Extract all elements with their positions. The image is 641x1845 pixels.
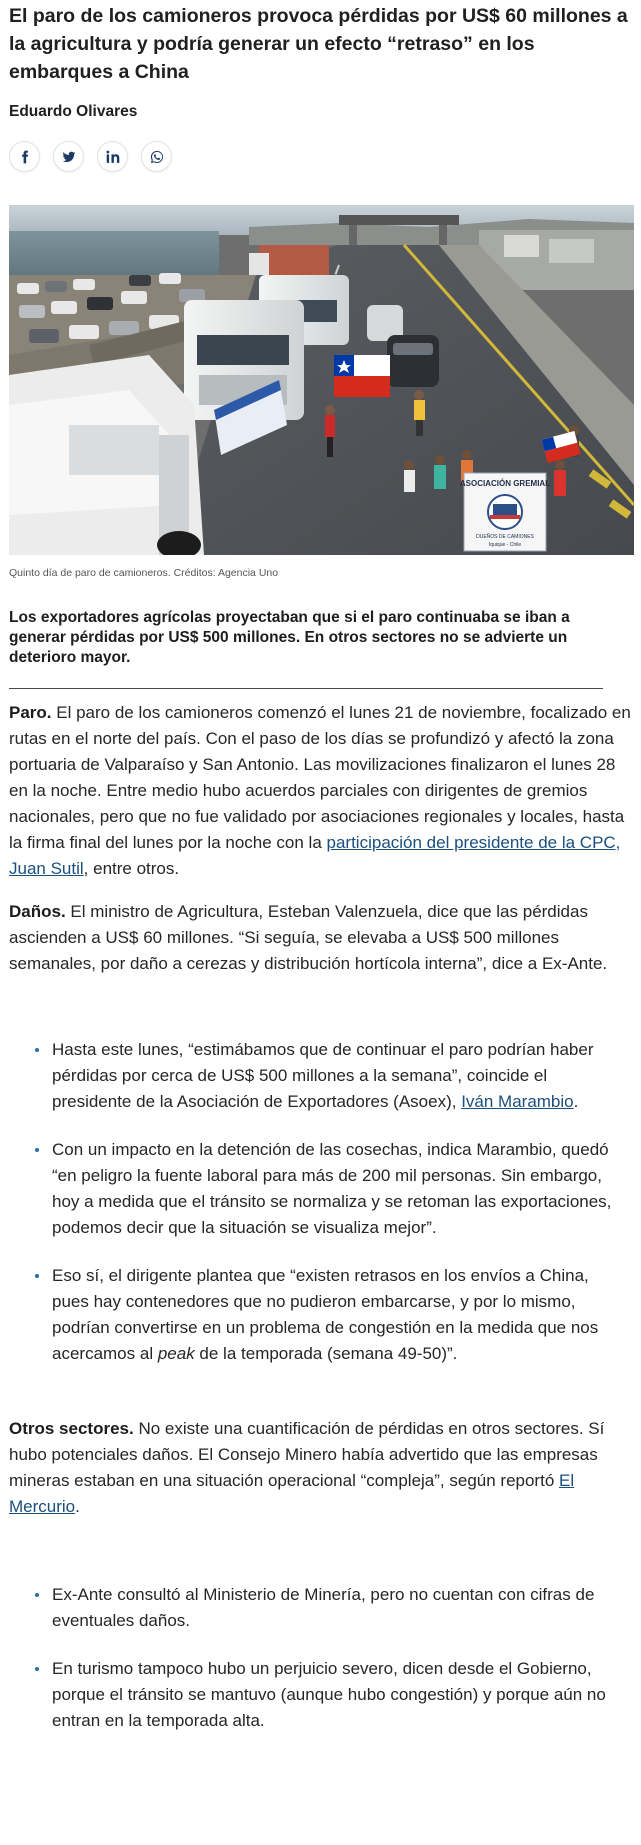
association-banner xyxy=(460,473,550,551)
banner-sub: DUEÑOS DE CAMIONES xyxy=(476,534,534,540)
list-item: En turismo tampoco hubo un perjuicio severo, dicen desde el Gobierno, porque el tránsito se mantuvo (aunque hubo congestión) y porque aún no entran en la temporada alta. xyxy=(43,1656,613,1734)
divider xyxy=(9,688,603,689)
list-item: Ex-Ante consultó al Ministerio de Minería, pero no cuentan con cifras de eventuales daños. xyxy=(43,1582,613,1634)
paragraph-tail: , entre otros. xyxy=(83,859,180,878)
paragraph-text: No existe una cuantificación de pérdidas en otros sectores. Sí hubo potenciales daños. El Consejo Minero había advertido que las empresas mineras estaban en una situación operacional “compleja”, según reportó xyxy=(9,1419,605,1490)
banner-heading: ASOCIACIÓN GREMIAL xyxy=(459,479,551,488)
facebook-icon xyxy=(18,150,32,164)
paragraph-text: El paro de los camioneros comenzó el lunes 21 de noviembre, focalizado en rutas en el norte del país. Con el paso de los días se profundizó y afectó la zona portuaria de Valparaíso y San Antonio. Las movilizaciones finalizaron el lunes 28 en la noche. Entre medio hubo acuerdos parciales con dirigentes de gremios nacionales, pero que no fue validado por asociaciones regionales y locales, hasta la firma final del lunes por la noche con la xyxy=(9,703,631,852)
article-author[interactable]: Eduardo Olivares xyxy=(9,103,138,120)
twitter-icon xyxy=(62,150,76,164)
article-lede: Los exportadores agrícolas proyectaban que si el paro continuaba se iban a generar pérdidas por US$ 500 millones. En otros sectores no se advierte un deterioro mayor. xyxy=(9,609,570,666)
paragraph-otros-sectores: Otros sectores. No existe una cuantificación de pérdidas en otros sectores. Sí hubo potenciales daños. El Consejo Minero había advertido que las empresas mineras estaban en una situación operacional “compleja”, según reportó El Mercurio. xyxy=(9,1419,605,1516)
emphasis-peak: peak xyxy=(157,1344,195,1363)
list-item: Hasta este lunes, “estimábamos que de continuar el paro podrían haber pérdidas por cerca de US$ 500 millones a la semana”, coincide el presidente de la Asociación de Exportadores (Asoex), Iván Marambio. xyxy=(43,1037,613,1115)
share-whatsapp-button[interactable] xyxy=(141,141,172,172)
share-bar xyxy=(9,141,632,172)
article-title: El paro de los camioneros provoca pérdidas por US$ 60 millones a la agricultura y podría generar un efecto “retraso” en los embarques a China xyxy=(9,5,628,83)
cpc-president-link[interactable]: participación del presidente de la CPC, Juan Sutil xyxy=(9,833,621,878)
share-twitter-button[interactable] xyxy=(53,141,84,172)
bullet-list-asoex xyxy=(9,1037,613,1367)
linkedin-icon xyxy=(106,150,120,164)
photo-caption: Quinto día de paro de camioneros. Créditos: Agencia Uno xyxy=(9,567,279,579)
paragraph-lead: Otros sectores. xyxy=(9,1419,134,1438)
ivan-marambio-link[interactable]: Iván Marambio xyxy=(461,1092,574,1111)
whatsapp-icon xyxy=(150,150,164,164)
bullet-list-otros xyxy=(9,1582,613,1734)
list-item: Eso sí, el dirigente plantea que “existen retrasos en los envíos a China, pues hay contenedores que no pudieron embarcarse, y por lo mismo, podrían convertirse en un problema de congestión en la medida que nos acercamos al peak de la temporada (semana 49-50)”. xyxy=(43,1263,613,1367)
share-linkedin-button[interactable] xyxy=(97,141,128,172)
banner-city: Iquique - Chile xyxy=(488,542,522,548)
paragraph-paro xyxy=(9,700,632,882)
article-photo xyxy=(9,205,634,555)
paragraph-danos xyxy=(9,899,632,977)
paragraph-lead: Paro. xyxy=(9,703,52,722)
truck-strike-photo xyxy=(9,205,634,555)
el-mercurio-link[interactable]: El Mercurio xyxy=(9,1471,575,1516)
paragraph-text: El ministro de Agricultura, Esteban Valenzuela, dice que las pérdidas ascienden a US$ 60 millones. “Si seguía, se elevaba a US$ 500 millones semanales, por daño a cerezas y distribución hortícola interna”, dice a Ex-Ante. xyxy=(9,902,608,973)
list-item: Con un impacto en la detención de las cosechas, indica Marambio, quedó “en peligro la fuente laboral para más de 200 mil personas. Sin embargo, hoy a medida que el tránsito se normaliza y se retoman las exportaciones, podemos decir que la situación se visualiza mejor”. xyxy=(43,1137,613,1241)
share-facebook-button[interactable] xyxy=(9,141,40,172)
paragraph-lead: Daños. xyxy=(9,902,66,921)
